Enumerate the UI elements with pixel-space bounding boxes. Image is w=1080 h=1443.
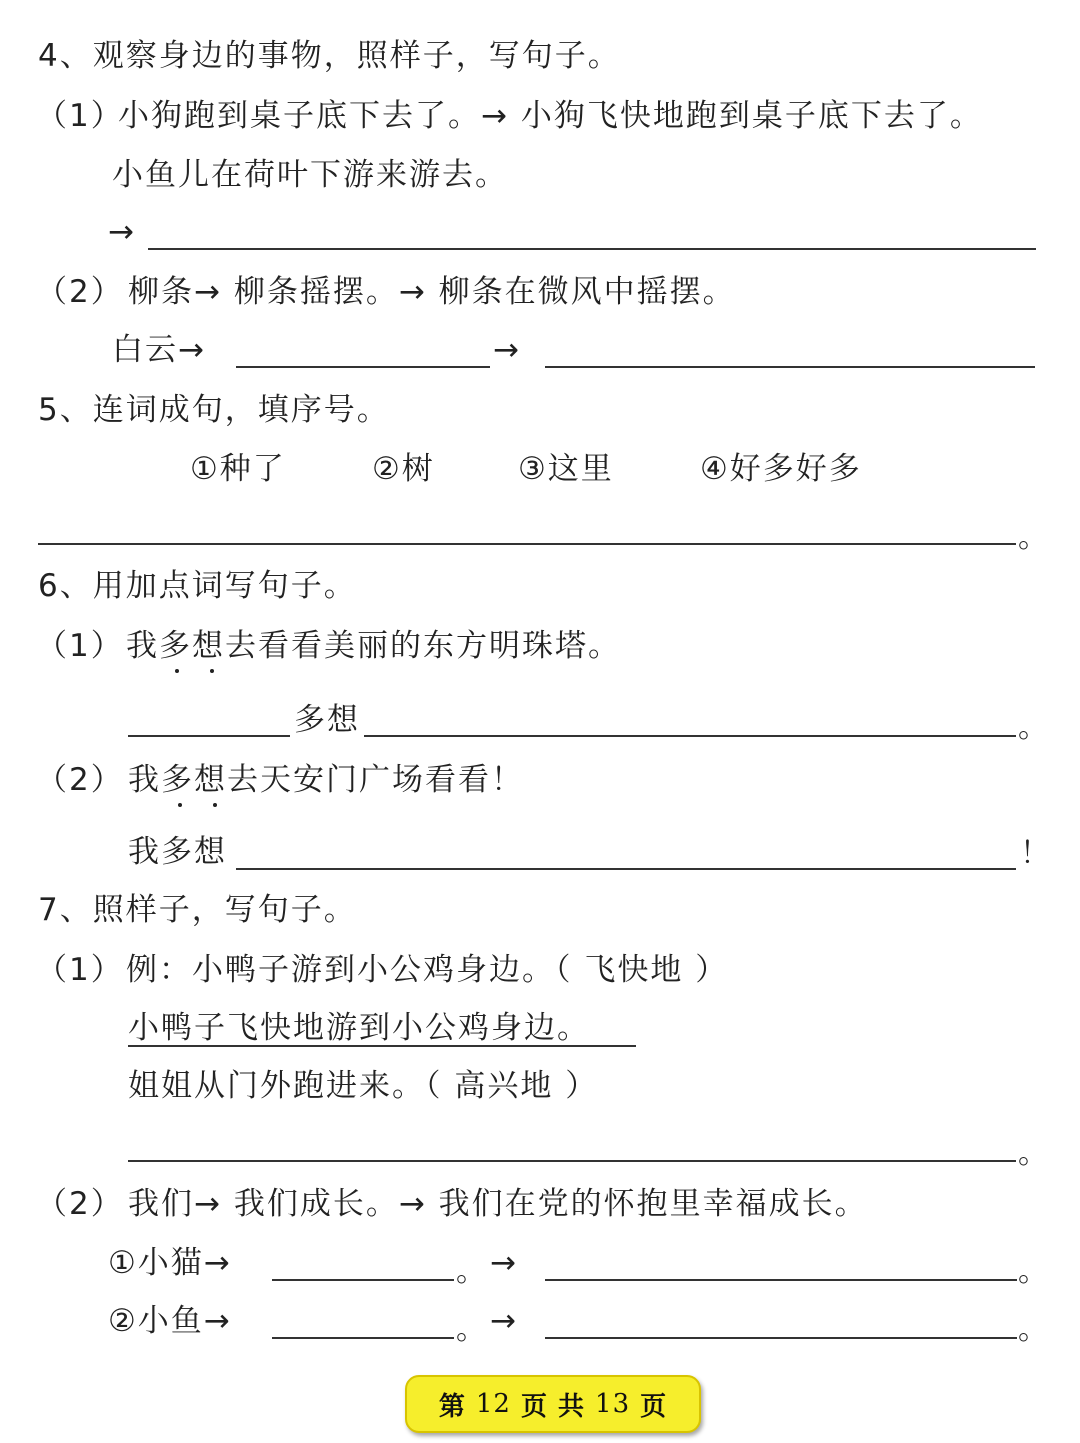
q4-part2-blank2[interactable] — [545, 366, 1035, 368]
q6-part1-blank-after[interactable] — [364, 735, 1016, 737]
q7-item1-blank2[interactable] — [545, 1279, 1017, 1281]
q6-part1-end: 。 — [1018, 710, 1048, 745]
q7-item-1: ①小猫→ — [108, 1245, 232, 1281]
q7-item1-blank1[interactable] — [272, 1279, 454, 1281]
current-page-number: 12 — [475, 1389, 511, 1419]
q4-part2-blank1[interactable] — [236, 366, 490, 368]
total-pages-number: 13 — [595, 1389, 631, 1419]
q7-part2-label: （2） — [36, 1186, 124, 1222]
q5-heading: 5、连词成句，填序号。 — [38, 392, 390, 428]
q6-part2-fill-word: 我多想 — [128, 834, 227, 870]
q7-item2-period: 。 — [456, 1312, 486, 1347]
q4-part2-prompt: 白云→ — [112, 332, 206, 368]
q4-heading: 4、观察身边的事物，照样子，写句子。 — [38, 38, 621, 74]
q7-item1-arrow: → — [490, 1245, 518, 1281]
q6-part2-sentence: 我多想去天安门广场看看！ — [128, 762, 524, 798]
emphasis-dot — [210, 669, 214, 673]
q7-item1-end: 。 — [1018, 1254, 1048, 1289]
page-indicator — [405, 1375, 701, 1433]
q4-part2-label: （2） — [36, 274, 124, 310]
q5-answer-line[interactable] — [38, 543, 1016, 545]
q7-part1-prompt: 姐姐从门外跑进来。（ 高兴地 ） — [128, 1068, 599, 1104]
q7-part1-label: （1） — [36, 952, 124, 988]
q4-part1-label: （1） — [36, 98, 124, 134]
q7-item2-end: 。 — [1018, 1312, 1048, 1347]
q5-word-1: ①种了 — [190, 451, 286, 487]
q4-part2-arrow: → — [493, 332, 521, 368]
q7-part2-example: 我们→ 我们成长。→ 我们在党的怀抱里幸福成长。 — [128, 1186, 868, 1222]
page-label-mid: 页 共 — [520, 1391, 586, 1422]
q6-heading: 6、用加点词写句子。 — [38, 568, 357, 604]
page-label-pre: 第 — [438, 1391, 466, 1422]
q7-part1-answer-underline — [128, 1045, 636, 1047]
emphasis-dot — [175, 669, 179, 673]
q7-item2-blank1[interactable] — [272, 1337, 454, 1339]
q5-word-3: ③这里 — [518, 451, 614, 487]
q7-part1-blank[interactable] — [128, 1160, 1016, 1162]
q7-heading: 7、照样子，写句子。 — [38, 892, 357, 928]
q4-part1-example: 小狗跑到桌子底下去了。→ 小狗飞快地跑到桌子底下去了。 — [118, 98, 983, 134]
q5-end-mark: 。 — [1018, 520, 1048, 555]
emphasis-dot — [178, 803, 182, 807]
q6-part2-label: （2） — [36, 762, 124, 798]
q7-item2-blank2[interactable] — [545, 1337, 1017, 1339]
q4-part1-arrow: → — [108, 214, 136, 250]
q4-part1-answer-line[interactable] — [148, 248, 1036, 250]
q7-item2-arrow: → — [490, 1303, 518, 1339]
q7-item1-period: 。 — [456, 1254, 486, 1289]
q5-word-4: ④好多好多 — [700, 451, 862, 487]
q7-part1-example: 例：小鸭子游到小公鸡身边。（ 飞快地 ） — [126, 952, 729, 988]
q4-part1-prompt: 小鱼儿在荷叶下游来游去。 — [112, 157, 508, 193]
q6-part2-end: ！ — [1020, 836, 1050, 871]
q5-word-2: ②树 — [372, 451, 435, 487]
q7-item-2: ②小鱼→ — [108, 1303, 232, 1339]
q4-part2-example: 柳条→ 柳条摇摆。→ 柳条在微风中摇摆。 — [128, 274, 736, 310]
emphasis-dot — [213, 803, 217, 807]
q6-part1-fill-word: 多想 — [294, 702, 360, 738]
q7-part1-end: 。 — [1018, 1136, 1048, 1171]
q6-part1-label: （1） — [36, 628, 124, 664]
q6-part2-blank[interactable] — [236, 868, 1016, 870]
q7-part1-answer: 小鸭子飞快地游到小公鸡身边。 — [128, 1010, 590, 1046]
q6-part1-sentence: 我多想去看看美丽的东方明珠塔。 — [126, 628, 621, 664]
q6-part1-blank-before[interactable] — [128, 735, 290, 737]
page-label-post: 页 — [640, 1391, 668, 1422]
